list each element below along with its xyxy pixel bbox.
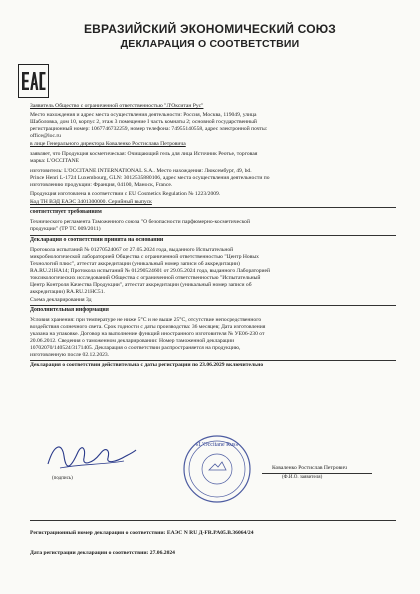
manufacturer-line-2: Prince Henri L-1724 Luxembourg, GLN: 3012535880106, адрес места осуществления деятельности по — [30, 175, 270, 181]
divider — [30, 360, 396, 361]
hs-code-line: Код ТН ВЭД ЕАЭС 3401300000. Серийный выпуск — [30, 199, 152, 205]
basis-line-5: токсикологических исследований Общества с ограниченной ответственностью "Испытательный — [30, 275, 261, 281]
signature-icon — [40, 434, 140, 480]
registration-number: Регистрационный номер декларации о соответствии: ЕАЭС N RU Д-FR.PA05.B.36064/24 — [30, 530, 254, 536]
applicant-address-line-1: Место нахождения и адрес места осуществления деятельности: Россия, Москва, 119049, улица — [30, 112, 257, 118]
additional-info-line-1: Условия хранения: при температуре не ниже 5°С и не выше 25°С, отсутствие непосредственного — [30, 317, 262, 323]
regulation-line: Продукция изготовлена в соответствии с EU Cosmetics Regulation № 1223/2009. — [30, 191, 221, 197]
additional-info-line-6: изготовленную после 02.12.2023. — [30, 352, 110, 358]
divider — [30, 305, 396, 306]
basis-heading: Декларация о соответствии принята на основании — [30, 237, 164, 243]
applicant-line: Заявитель Общество с ограниченной ответственностью "Л'Окситан Рус" — [30, 103, 204, 109]
signer-name: Коваленко Ростислав Петрович — [272, 465, 347, 471]
validity-line: Декларация о соответствии действительна с даты регистрации по 23.06.2029 включительно — [30, 362, 264, 368]
basis-line-6: Центр Контроля Качества Продукции", аттестат аккредитации (уникальный номер записи об — [30, 282, 252, 288]
seal-text: «L'Occitane Rus» — [195, 442, 239, 448]
union-title: ЕВРАЗИЙСКИЙ ЭКОНОМИЧЕСКИЙ СОЮЗ — [83, 22, 337, 36]
divider — [30, 235, 396, 236]
applicant-address-line-3: регистрационный номер: 1067746732259, номер телефона: 74955140558, адрес электронной почты: — [30, 126, 268, 132]
applicant-email: office@loc.ru — [30, 133, 61, 139]
company-seal-icon — [182, 434, 252, 504]
regulation-text-2: продукции" (ТР ТС 009/2011) — [30, 226, 101, 232]
additional-info-line-4: 20.06.2012. Сведения о таможенном декларировании: Номер таможенной декларации — [30, 338, 235, 344]
divider — [30, 207, 396, 208]
basis-line-3: Технологий плюс", аттестат аккредитации (уникальный номер записи об аккредитации) — [30, 261, 240, 267]
representative-line: в лице Генерального директора Коваленко Ростислава Петровича — [30, 141, 186, 147]
eac-logo-icon — [18, 64, 49, 98]
registration-date: Дата регистрации декларации о соответствии: 27.06.2024 — [30, 550, 175, 556]
scheme-line: Схема декларирования 3д — [30, 297, 92, 303]
additional-info-heading: Дополнительная информация — [30, 307, 109, 313]
signer-name-underline — [262, 473, 372, 474]
basis-line-2: микробиологической лабораторией Общества с ограниченной ответственностью "Центр Новых — [30, 254, 259, 260]
signature-caption: (подпись) — [52, 476, 73, 481]
additional-info-line-5: 10702070/140524/3171405. Декларация о соответствии распространяется на продукцию, — [30, 345, 241, 351]
document-title: ДЕКЛАРАЦИЯ О СООТВЕТСТВИИ — [120, 38, 300, 50]
divider — [30, 520, 396, 521]
manufacturer-line-3: изготовлению продукции: Франция, 04100, Маноск, France. — [30, 182, 173, 188]
applicant-address-line-2: Шаболовка, дом 10, корпус 2, этаж 3 помещение I часть комнаты 2; основной государственный — [30, 119, 257, 125]
requirements-heading: соответствует требованиям — [30, 209, 102, 215]
regulation-text-1: Технического регламента Таможенного союза "О безопасности парфюмерно-косметической — [30, 219, 250, 225]
basis-line-7: аккредитации) RA.RU.21HC51. — [30, 289, 105, 295]
manufacturer-line-1: изготовитель: L'OCCITANE INTERNATIONAL S.A.. Место нахождения: Люксембург, 49, bd. — [30, 168, 252, 174]
basis-line-4: RA.RU.21HA14; Протокола испытаний № 01290524601 от 29.05.2024 года, выданного Лабораторией — [30, 268, 271, 274]
basis-line-1: Протокола испытаний № 01270524067 от 27.05.2024 года, выданного Испытательной — [30, 247, 234, 253]
additional-info-line-3: указана на упаковке. Договор на выполнение функций иностранного изготовителя № УЕ06-230 от — [30, 331, 265, 337]
signer-caption: (Ф.И.О. заявителя) — [282, 475, 323, 480]
product-line-1: заявляет, что Продукция косметическая: Очищающий гель для лица Источник Реотье, торговая — [30, 151, 258, 157]
additional-info-line-2: воздействия солнечного света. Срок годности с даты производства: 36 месяцев; Дата изготовления — [30, 324, 266, 330]
product-line-2: марка: L'OCCITANE — [30, 158, 80, 164]
